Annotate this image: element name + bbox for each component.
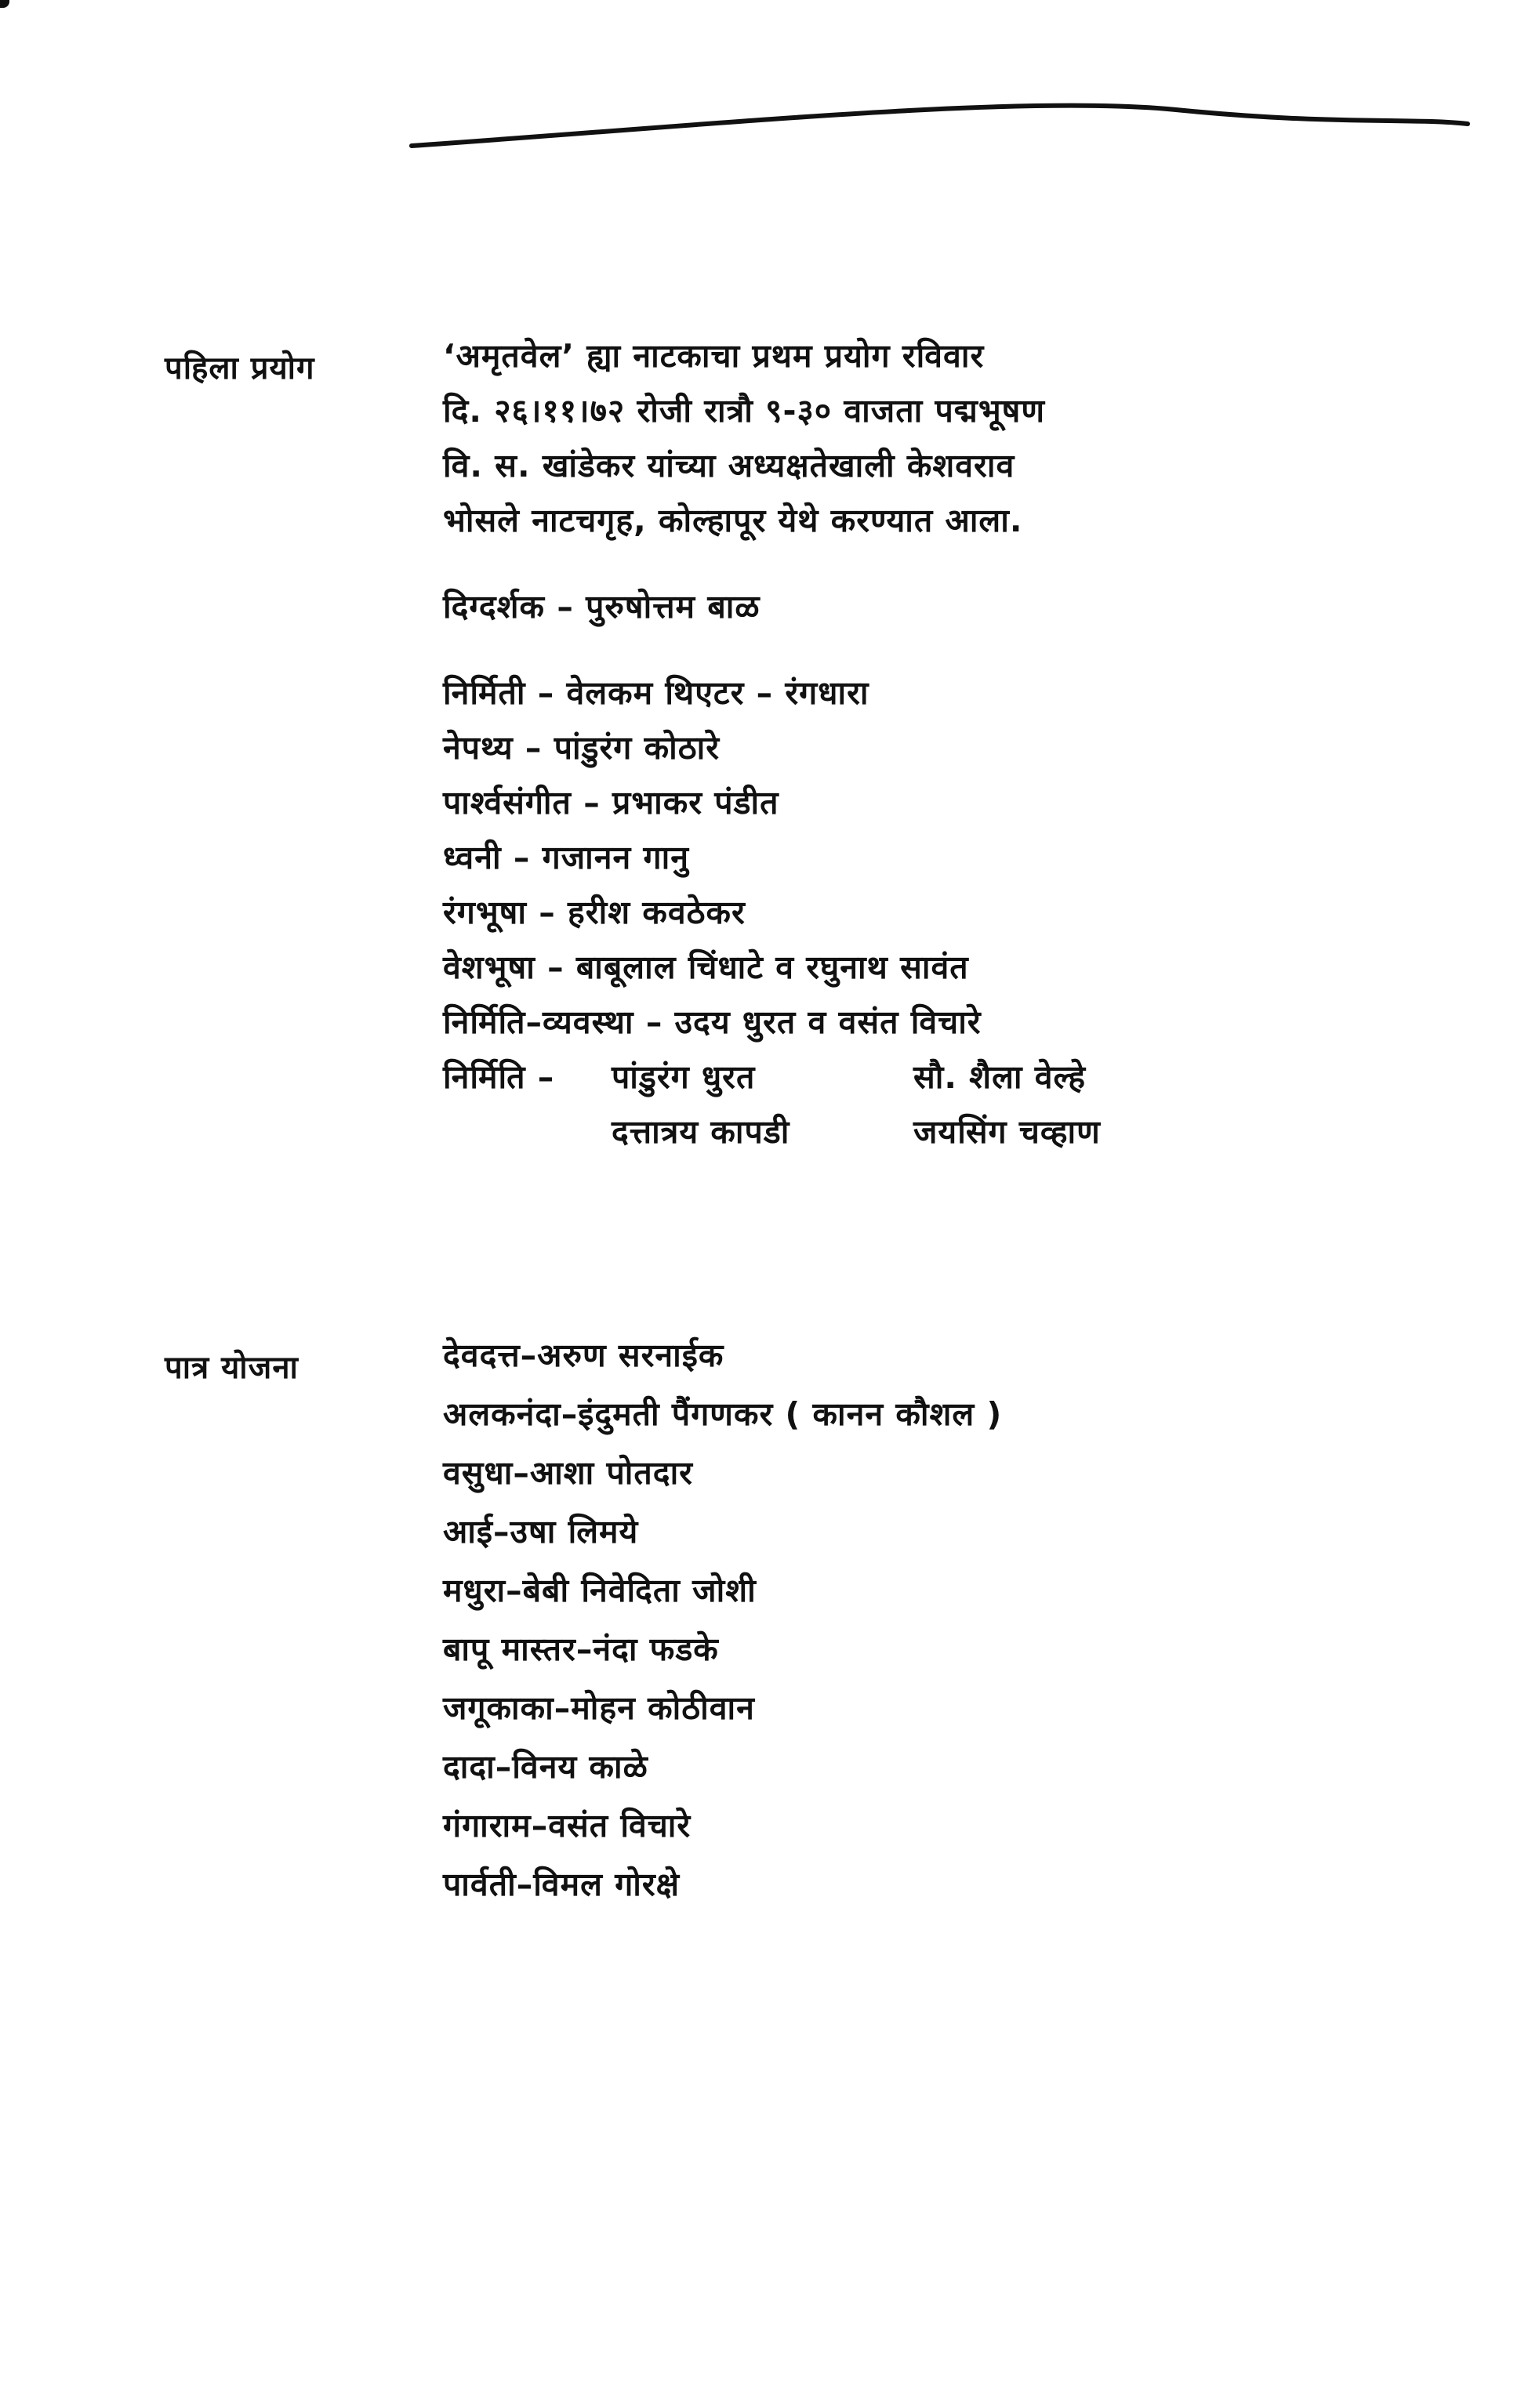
- cast-member: बापू मास्तर–नंदा फडके: [443, 1630, 719, 1668]
- credit-music: पार्श्वसंगीत – प्रभाकर पंडीत: [443, 784, 779, 821]
- production-team-name-3: दत्तात्रय कापडी: [612, 1113, 790, 1151]
- cast-member: जगूकाका–मोहन कोठीवान: [443, 1689, 755, 1727]
- premiere-line-1: ‘अमृतवेल’ ह्या नाटकाचा प्रथम प्रयोग रविवार: [443, 337, 985, 375]
- cast-member: देवदत्त–अरुण सरनाईक: [443, 1336, 724, 1374]
- production-team-name-2: सौ. शैला वेल्हे: [913, 1058, 1086, 1096]
- cast-member: अलकनंदा–इंदुमती पैंगणकर ( कानन कौशल ): [443, 1395, 1003, 1433]
- credit-costume: वेशभूषा – बाबूलाल चिंधाटे व रघुनाथ सावंत: [443, 948, 969, 986]
- premiere-heading: पहिला प्रयोग: [165, 350, 315, 386]
- cast-member: आई–उषा लिमये: [443, 1513, 639, 1550]
- cast-member: मधुरा–बेबी निवेदिता जोशी: [443, 1572, 757, 1609]
- credit-production: निर्मिती – वेलकम थिएटर – रंगधारा: [443, 674, 869, 712]
- cast-member: गंगाराम–वसंत विचारे: [443, 1807, 692, 1844]
- credit-set: नेपथ्य – पांडुरंग कोठारे: [443, 729, 720, 767]
- cast-member: पार्वती–विमल गोरक्षे: [443, 1866, 681, 1903]
- production-team-name-4: जयसिंग चव्हाण: [913, 1113, 1101, 1151]
- cast-member: दादा–विनय काळे: [443, 1748, 648, 1786]
- cast-member: वसुधा–आशा पोतदार: [443, 1454, 693, 1492]
- production-team-name-1: पांडुरंग धुरत: [612, 1058, 756, 1096]
- credit-makeup: रंगभूषा – हरीश कवठेकर: [443, 894, 746, 931]
- credit-production-management: निर्मिति–व्यवस्था – उदय धुरत व वसंत विचारे: [443, 1003, 982, 1041]
- premiere-line-4: भोसले नाटचगृह, कोल्हापूर येथे करण्यात आला.: [443, 502, 1023, 539]
- top-rule-divider: [0, 0, 1521, 204]
- cast-heading: पात्र योजना: [165, 1350, 299, 1386]
- production-team-label: निर्मिति –: [443, 1058, 555, 1096]
- premiere-line-3: वि. स. खांडेकर यांच्या अध्यक्षतेखाली केशवराव: [443, 447, 1015, 484]
- premiere-line-2: दि. २६।११।७२ रोजी रात्रौ ९-३० वाजता पद्मभूषण: [443, 392, 1045, 430]
- director-credit: दिग्दर्शक – पुरुषोत्तम बाळ: [443, 588, 760, 626]
- credit-sound: ध्वनी – गजानन गानु: [443, 839, 689, 876]
